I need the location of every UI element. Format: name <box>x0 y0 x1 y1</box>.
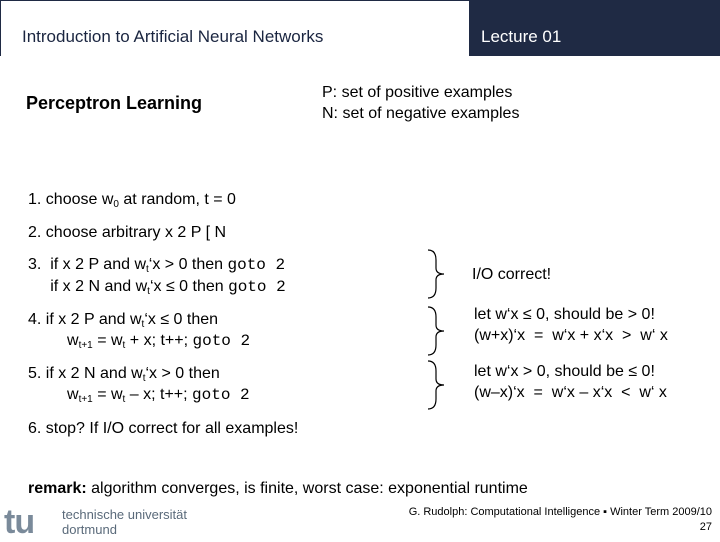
step-2: 2. choose arbitrary x 2 P [ N <box>28 224 227 241</box>
university-logo: tu <box>4 503 35 541</box>
io-correct-note: I/O correct! <box>472 266 552 283</box>
course-title: Introduction to Artificial Neural Networks <box>22 27 324 46</box>
footer-credit: G. Rudolph: Computational Intelligence ▪ Winter Term 2009/10 27 <box>408 506 712 533</box>
remark: remark: algorithm converges, is finite, worst case: exponential runtime <box>28 480 528 497</box>
brace-icon <box>424 359 448 411</box>
step-1: 1. choose $w_0$ at random, t = 0 <box>28 191 236 210</box>
lecture-label: Lecture 01 <box>481 27 562 46</box>
step-4: 4. if x 2 P and $w_t‘x \le 0$ then $w_{t+1} = w_t + x$; t++; goto 2 <box>28 311 251 351</box>
def-positive: P: set of positive examples <box>322 84 513 101</box>
brace-icon <box>424 305 448 357</box>
page-number: 27 <box>699 521 712 533</box>
slide-subtitle: Perceptron Learning <box>26 93 203 113</box>
step-6: 6. stop? If I/O correct for all examples! <box>28 420 299 437</box>
brace-icon <box>424 248 448 300</box>
def-negative: N: set of negative examples <box>322 105 520 122</box>
step-5: 5. if x 2 N and $w_t‘x > 0$ then $w_{t+1} = w_t - x$; t++; goto 2 <box>28 365 250 405</box>
university-name: technische universität dortmund <box>62 507 188 537</box>
step-3: 3. if x 2 P and $w_t‘x > 0$ then goto 2 if x 2 N and $w_t‘x \le 0$ then goto 2 <box>28 256 286 297</box>
step-5-note: let w‘x > 0, should be ≤ 0! (w–x)‘x = w‘x – x‘x < w‘ x <box>474 363 667 401</box>
step-4-note: let w‘x ≤ 0, should be > 0! (w+x)‘x = w‘x + x‘x > w‘ x <box>474 306 668 344</box>
definitions <box>322 82 519 124</box>
